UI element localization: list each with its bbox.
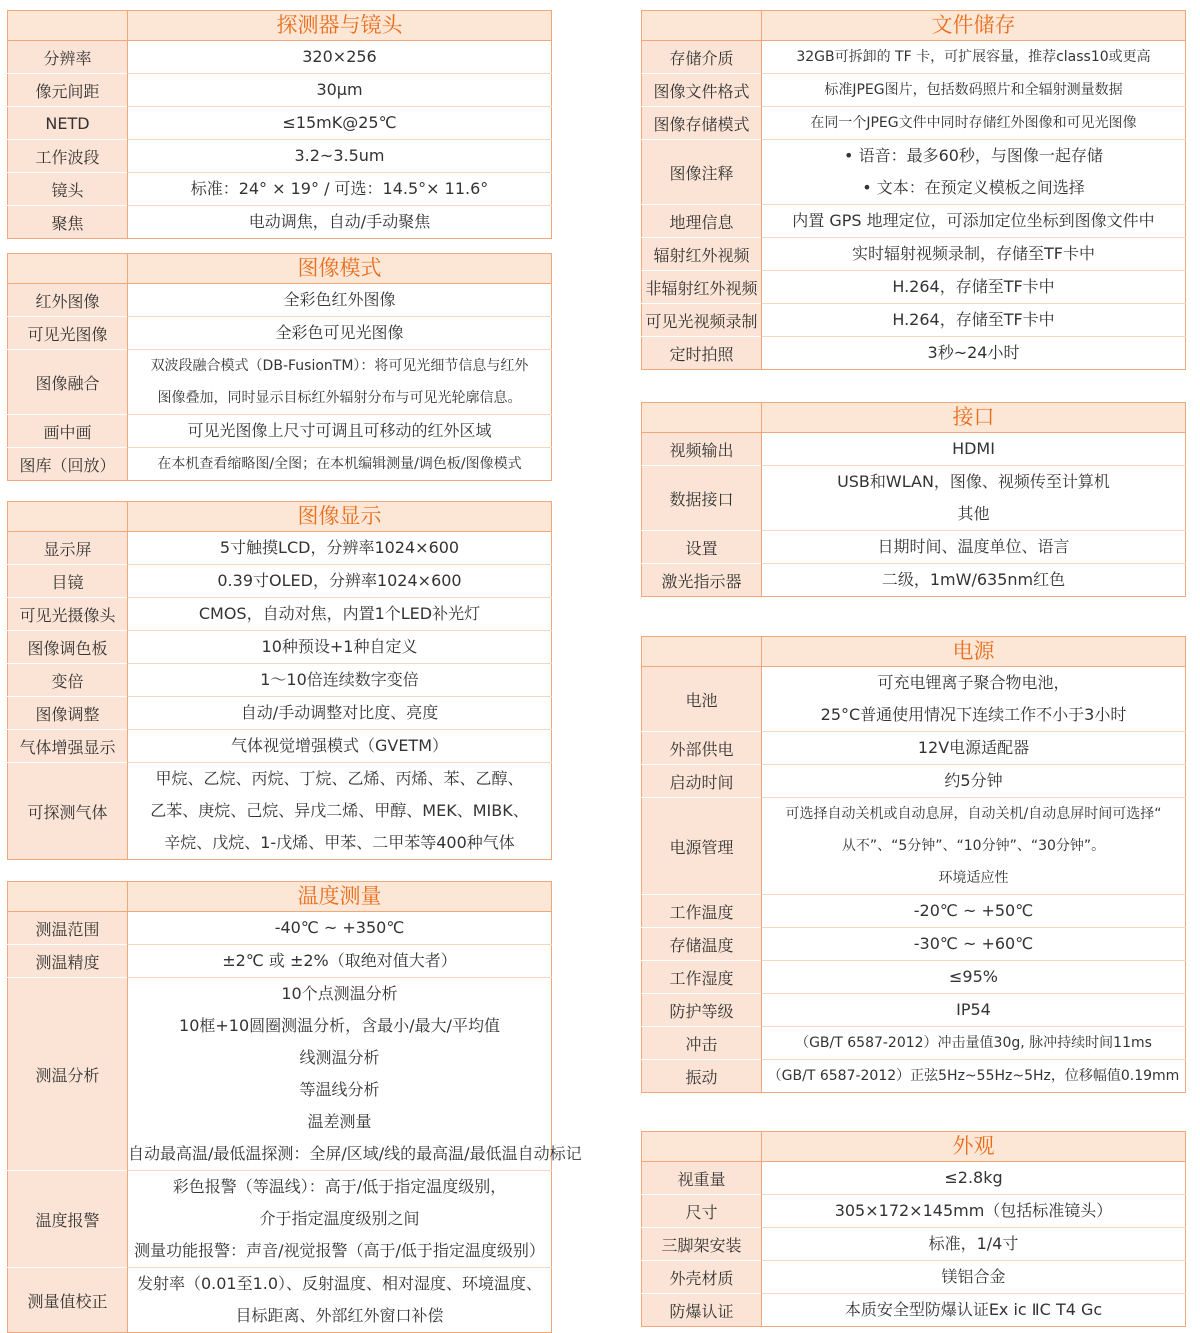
spec-value [762,41,1186,74]
spec-row [8,173,552,206]
spec-value-line: CMOS，自动对焦，内置1个LED补光灯 [198,604,481,623]
spec-row [642,238,1186,271]
spec-label: NETD [8,107,128,140]
spec-value-line: -20℃ ~ +50℃ [913,901,1034,920]
spec-value [762,1060,1186,1093]
spec-row [8,284,552,317]
spec-value [128,532,552,565]
spec-label: 数据接口 [642,466,762,531]
spec-row [642,107,1186,140]
spec-row [642,1195,1186,1228]
left-section-2-table [7,501,552,860]
spec-value-line: 本质安全型防爆认证Ex ic ⅡC T4 Gc [844,1300,1103,1319]
spec-row [642,1261,1186,1294]
spec-value [762,337,1186,370]
spec-value-line: H.264，存储至TF卡中 [892,310,1055,329]
spec-value [762,107,1186,140]
right-section-1-table [641,402,1186,597]
spec-value-line: 实时辐射视频录制，存储至TF卡中 [852,244,1095,263]
spec-label: 存储介质 [642,41,762,74]
spec-value [128,415,552,448]
spec-row [642,74,1186,107]
spec-value [128,978,582,1171]
spec-label: 工作温度 [642,895,762,928]
spec-value [762,74,1186,107]
spec-value-line: 12V电源适配器 [917,738,1030,757]
spec-value [762,466,1186,531]
spec-value-line: HDMI [952,439,995,458]
section-header-blank [8,254,128,284]
spec-row [8,1171,552,1268]
spec-row [8,631,552,664]
spec-value [762,1162,1186,1195]
spec-value [762,238,1186,271]
spec-label: 目镜 [8,565,128,598]
section-header-blank [8,502,128,532]
spec-label: 温度报警 [8,1171,128,1268]
spec-value-line: 全彩色红外图像 [283,290,396,309]
spec-label: 像元间距 [8,74,128,107]
spec-value [128,664,552,697]
spec-row [8,978,552,1171]
spec-value-line: 在同一个JPEG文件中同时存储红外图像和可见光图像 [810,115,1137,131]
spec-label: 视重量 [642,1162,762,1195]
spec-value [762,667,1186,732]
spec-value [128,448,552,481]
spec-value [762,1195,1186,1228]
spec-label: 外部供电 [642,732,762,765]
spec-row [8,697,552,730]
spec-row [642,140,1186,205]
spec-value [128,730,552,763]
spec-label: 辐射红外视频 [642,238,762,271]
spec-label: 镜头 [8,173,128,206]
spec-value [128,107,552,140]
spec-row [8,415,552,448]
left-section-0-table [7,10,552,239]
spec-row [642,798,1186,895]
section-title: 文件储存 [762,11,1186,41]
section-title: 外观 [762,1132,1186,1162]
spec-row [8,763,552,860]
spec-value [128,1268,552,1333]
spec-value-line: 二级，1mW/635nm红色 [881,570,1066,589]
spec-label: 电源管理 [642,798,762,895]
spec-value [762,140,1186,205]
spec-label: 图像调色板 [8,631,128,664]
spec-label: 红外图像 [8,284,128,317]
spec-value-line: 镁铝合金 [941,1267,1006,1286]
spec-value-line: 目标距离、外部红外窗口补偿 [235,1306,444,1325]
spec-value-line: • 文本：在预定义模板之间选择 [862,178,1085,197]
right-section-0-table [641,10,1186,370]
spec-label: 可见光摄像头 [8,598,128,631]
spec-row [642,994,1186,1027]
spec-label: 防护等级 [642,994,762,1027]
spec-label: 定时拍照 [642,337,762,370]
spec-label: 启动时间 [642,765,762,798]
spec-label: 图像调整 [8,697,128,730]
spec-row [8,1268,552,1333]
spec-value-line: 标准JPEG图片，包括数码照片和全辐射测量数据 [824,82,1123,98]
spec-value [762,732,1186,765]
spec-value [762,1294,1186,1327]
spec-label: 变倍 [8,664,128,697]
spec-value-line: USB和WLAN，图像、视频传至计算机 [837,472,1110,491]
spec-label: 冲击 [642,1027,762,1060]
spec-label: 视频输出 [642,433,762,466]
spec-row [642,1228,1186,1261]
spec-row [642,732,1186,765]
spec-value [762,433,1186,466]
spec-row [642,765,1186,798]
spec-row [642,667,1186,732]
section-header-blank [642,11,762,41]
spec-value-line: 双波段融合模式（DB-FusionTM）：将可见光细节信息与红外 [150,358,529,374]
section-title: 探测器与镜头 [128,11,552,41]
spec-label: 工作波段 [8,140,128,173]
spec-label: 可探测气体 [8,763,128,860]
section-header-blank [642,1132,762,1162]
section-header-blank [8,882,128,912]
spec-value-line: 其他 [957,504,990,523]
spec-value-line: 可充电锂离子聚合物电池， [877,673,1070,692]
spec-value-line: ≤15mK@25℃ [282,113,397,132]
spec-row [8,945,552,978]
spec-value [128,41,552,74]
spec-label: 非辐射红外视频 [642,271,762,304]
spec-value-line: 1～10倍连续数字变倍 [260,670,419,689]
spec-label: 测温范围 [8,912,128,945]
spec-value [762,531,1186,564]
spec-value-line: 320×256 [302,47,377,66]
spec-value-line: ≤95% [949,967,998,986]
spec-row [8,74,552,107]
spec-value [128,763,552,860]
spec-value-line: 标准，1/4寸 [928,1234,1019,1253]
spec-value-line: 日期时间、温度单位、语言 [877,537,1070,556]
spec-label: 图像文件格式 [642,74,762,107]
spec-value [762,928,1186,961]
spec-value-line: 环境适应性 [938,870,1009,886]
spec-value [128,173,552,206]
spec-row [642,1294,1186,1327]
spec-value-line: 可选择自动关机或自动息屏，自动关机/自动息屏时间可选择“ [785,806,1162,822]
spec-value [128,284,552,317]
spec-value [128,74,552,107]
spec-value-line: 标准：24° × 19° / 可选：14.5°× 11.6° [190,179,489,198]
spec-row [642,1027,1186,1060]
spec-value [762,304,1186,337]
spec-value-line: 乙苯、庚烷、己烷、异戊二烯、甲醇、MEK、MIBK、 [150,801,529,820]
section-title: 图像显示 [128,502,552,532]
spec-value-line: ≤2.8kg [944,1168,1003,1187]
spec-value-line: 测量功能报警：声音/视觉报警（高于/低于指定温度级别） [134,1241,545,1260]
spec-value-line: 等温线分析 [299,1080,380,1099]
spec-value-line: 线测温分析 [299,1048,380,1067]
right-section-3-table [641,1131,1186,1327]
spec-row [642,1162,1186,1195]
section-title: 图像模式 [128,254,552,284]
spec-row [8,448,552,481]
spec-value [128,206,552,239]
spec-label: 工作湿度 [642,961,762,994]
spec-label: 图像存储模式 [642,107,762,140]
section-title: 接口 [762,403,1186,433]
left-section-1-table [7,253,552,481]
section-header-blank [642,637,762,667]
spec-value [128,631,552,664]
spec-value-line: 30µm [316,80,363,99]
spec-row [8,107,552,140]
spec-value [762,271,1186,304]
spec-value-line: 10种预设+1种自定义 [261,637,418,656]
spec-label: 可见光视频录制 [642,304,762,337]
spec-value [128,140,552,173]
spec-value [128,1171,552,1268]
spec-row [642,271,1186,304]
spec-label: 气体增强显示 [8,730,128,763]
spec-row [642,531,1186,564]
section-title: 电源 [762,637,1186,667]
spec-value [128,565,552,598]
spec-value-line: 10个点测温分析 [281,984,398,1003]
spec-row [8,317,552,350]
spec-value-line: （GB/T 6587-2012）冲击量值30g, 脉冲持续时间11ms [795,1035,1152,1051]
spec-value-line: 发射率（0.01至1.0）、反射温度、相对湿度、环境温度、 [136,1274,543,1293]
spec-label: 设置 [642,531,762,564]
spec-label: 图库（回放） [8,448,128,481]
spec-row [642,205,1186,238]
left-section-3-table [7,881,582,1333]
spec-value-line: -30℃ ~ +60℃ [913,934,1034,953]
spec-value [128,317,552,350]
spec-value-line: 0.39寸OLED，分辨率1024×600 [217,571,462,590]
spec-label: 外壳材质 [642,1261,762,1294]
spec-row [8,664,552,697]
spec-value [762,765,1186,798]
spec-label: 显示屏 [8,532,128,565]
spec-value-line: H.264，存储至TF卡中 [892,277,1055,296]
spec-label: 地理信息 [642,205,762,238]
spec-label: 三脚架安装 [642,1228,762,1261]
spec-row [8,140,552,173]
spec-row [8,730,552,763]
spec-label: 测温精度 [8,945,128,978]
spec-value-line: 温差测量 [307,1112,372,1131]
spec-label: 电池 [642,667,762,732]
spec-value-line: 电动调焦，自动/手动聚焦 [248,212,431,231]
spec-value [762,895,1186,928]
spec-value [128,350,552,415]
spec-value-line: 自动最高温/最低温探测：全屏/区域/线的最高温/最低温自动标记 [128,1144,582,1163]
section-header-blank [8,11,128,41]
spec-label: 存储温度 [642,928,762,961]
spec-value [762,1027,1186,1060]
spec-row [8,206,552,239]
spec-row [8,598,552,631]
spec-value-line: 在本机查看缩略图/全图；在本机编辑测量/调色板/图像模式 [157,456,522,472]
spec-value [762,1228,1186,1261]
spec-label: 测温分析 [8,978,128,1171]
spec-label: 尺寸 [642,1195,762,1228]
spec-value [128,912,552,945]
spec-value-line: 从不”、“5分钟”、“10分钟”、“30分钟”。 [841,838,1106,854]
section-header-blank [642,403,762,433]
spec-value-line: 自动/手动调整对比度、亮度 [240,703,439,722]
spec-value-line: 可见光图像上尺寸可调且可移动的红外区域 [187,421,492,440]
spec-value-line: 5寸触摸LCD，分辨率1024×600 [219,538,460,557]
spec-value-line: 气体视觉增强模式（GVETM） [230,736,449,755]
section-title: 温度测量 [128,882,552,912]
spec-label: 分辨率 [8,41,128,74]
spec-value-line: 内置 GPS 地理定位，可添加定位坐标到图像文件中 [792,211,1155,230]
spec-row [642,466,1186,531]
spec-label: 画中画 [8,415,128,448]
spec-row [642,304,1186,337]
spec-label: 防爆认证 [642,1294,762,1327]
spec-row [642,564,1186,597]
spec-row [642,41,1186,74]
spec-row [8,912,552,945]
right-section-2-table [641,636,1186,1093]
spec-value [762,564,1186,597]
spec-label: 振动 [642,1060,762,1093]
spec-value-line: ±2℃ 或 ±2%（取绝对值大者） [222,951,457,970]
spec-value [128,945,552,978]
spec-value-line: 305×172×145mm（包括标准镜头） [834,1201,1113,1220]
spec-value [128,598,552,631]
spec-row [642,337,1186,370]
spec-value-line: 全彩色可见光图像 [275,323,404,342]
spec-row [642,928,1186,961]
spec-value-line: 25°C普通使用情况下连续工作不小于3小时 [820,705,1127,724]
spec-value-line: 10框+10圆圈测温分析，含最小/最大/平均值 [179,1016,500,1035]
spec-value [762,994,1186,1027]
spec-value-line: （GB/T 6587-2012）正弦5Hz~55Hz~5Hz，位移幅值0.19mm [767,1068,1180,1084]
spec-value-line: 32GB可拆卸的 TF 卡，可扩展容量，推荐class10或更高 [796,49,1151,65]
spec-row [642,895,1186,928]
spec-value-line: 辛烷、戊烷、1-戊烯、甲苯、二甲苯等400种气体 [164,833,515,852]
spec-label: 聚焦 [8,206,128,239]
spec-value [128,697,552,730]
spec-label: 图像注释 [642,140,762,205]
spec-row [8,41,552,74]
spec-label: 测量值校正 [8,1268,128,1333]
spec-value-line: IP54 [956,1000,991,1019]
spec-row [642,1060,1186,1093]
spec-value [762,1261,1186,1294]
spec-value-line: 3秒~24小时 [927,343,1020,362]
spec-value [762,961,1186,994]
spec-row [8,565,552,598]
spec-value-line: -40℃ ~ +350℃ [274,918,405,937]
spec-row [642,433,1186,466]
spec-value-line: 约5分钟 [944,771,1003,790]
spec-label: 可见光图像 [8,317,128,350]
spec-value-line: 介于指定温度级别之间 [259,1209,420,1228]
spec-value-line: 图像叠加，同时显示目标红外辐射分布与可见光轮廓信息。 [157,390,522,406]
spec-label: 激光指示器 [642,564,762,597]
spec-row [642,961,1186,994]
spec-value-line: 3.2~3.5um [294,146,385,165]
spec-value-line: 彩色报警（等温线）：高于/低于指定温度级别， [172,1177,507,1196]
spec-value [762,205,1186,238]
spec-value [762,798,1186,895]
spec-value-line: • 语音：最多60秒，与图像一起存储 [844,146,1103,165]
spec-label: 图像融合 [8,350,128,415]
spec-value-line: 甲烷、乙烷、丙烷、丁烷、乙烯、丙烯、苯、乙醇、 [155,769,524,788]
spec-row [8,350,552,415]
spec-row [8,532,552,565]
